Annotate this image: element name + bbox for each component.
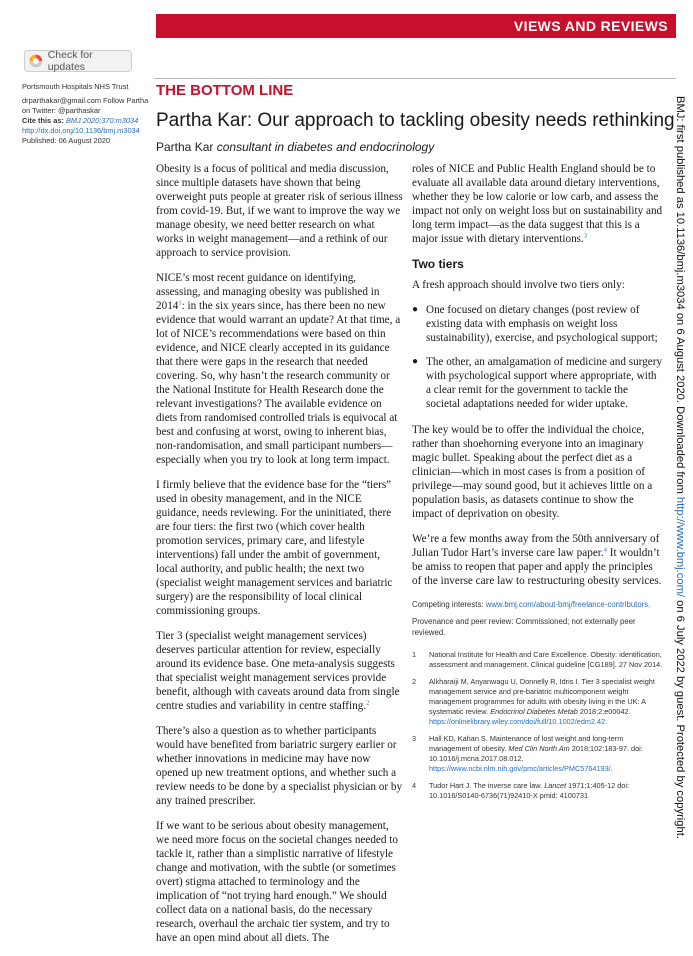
section-label: THE BOTTOM LINE <box>156 82 294 99</box>
check-for-updates-label: Check for updates <box>47 49 93 73</box>
affiliation: Portsmouth Hospitals NHS Trust <box>22 82 129 91</box>
download-watermark-text: BMJ: first published as 10.1136/bmj.m3034 on 6 August 2020. Downloaded from http://www.bmj.com/ on 6 July 2022 by guest. Protected by copyright. <box>674 96 686 839</box>
competing-interests: Competing interests: www.bmj.com/about-bmj/freelance-contributors. <box>412 600 651 609</box>
published-date: Published: 06 August 2020 <box>22 136 110 145</box>
paragraph: I firmly believe that the evidence base for the “tiers” used in obesity management, and in the NICE guidance, needs reviewing. For the uninitiated, there are four tiers: the first two (which cover health promotion services, primary care, and lifestyle interventions) fall under the ambit of government, local authority, and public health; the next two (specialist weight management services and bariatric surgery) are the responsibility of local clinical commissioning groups. <box>156 479 393 617</box>
cite-label: Cite this as: <box>22 116 64 125</box>
reference-item: 4 Tudor Hart J. The inverse care law. Lancet 1971;1:405-12 doi: 10.1016/S0140-6736(71)92410-X pmid: 4100731 <box>412 781 629 800</box>
paragraph: Obesity is a focus of political and media discussion, since multiple datasets have shown that being overweight puts people at greater risk of serious illness from covid-19. But, if we want to improve the way we manage obesity, we need better research on what works in weight management—and a rethink of our approach to service provision. <box>156 163 403 259</box>
paragraph: There’s also a question as to whether participants would have benefited from bariatric surgery earlier or whether innovations in medicine may have now opened up new treatment options, and whether such a review needs to be done by a specialist physician or by any trained prescriber. <box>156 725 403 807</box>
author-line <box>156 140 434 154</box>
provenance-note: Provenance and peer review: Commissioned; not externally peer reviewed. <box>412 617 636 637</box>
author-role: consultant in diabetes and endocrinology <box>216 140 435 154</box>
reference-link[interactable]: 4 <box>603 546 607 554</box>
crossmark-icon <box>29 54 43 68</box>
bmj-site-link[interactable]: http://www.bmj.com/ <box>674 496 686 598</box>
paragraph: We’re a few months away from the 50th anniversary of Julian Tudor Hart’s inverse care law paper.$^4$ It wouldn’t be amiss to reopen that paper and apply the principles of the inverse care law to restructuring obesity services. <box>412 533 662 587</box>
article-meta <box>22 82 152 146</box>
reference-item: 1 National Institute for Health and Care Excellence. Obesity: identification, assessment and management. Clinical guideline [CG189]. 27 Nov 2014. <box>412 650 663 669</box>
reference-item: 2 Alkharaiji M, Anyanwagu U, Donnelly R, Idris I. Tier 3 specialist weight management service and pre-bariatric multicomponent weight management programmes for adults with obesity living in the UK: A systematic review. Endocrinol Diabetes Metab 2018;2:e00042. https://onlinelibrary.wiley.com/doi/full/10.1002/edm2.42. <box>412 677 655 726</box>
reference-item: 3 Hall KD, Kahan S. Maintenance of lost weight and long-term management of obesity. Med Clin North Am 2018;102:183-97. doi: 10.1016/j.mcna.2017.08.012. https://www.ncbi.nlm.nih.gov/pmc/articles/PMC5764193/. <box>412 734 643 773</box>
reference-url[interactable]: https://www.ncbi.nlm.nih.gov/pmc/articles/PMC5764193/. <box>429 764 613 773</box>
list-item: ● One focused on dietary changes (post review of existing data with emphasis on weight loss sustainability), exercise, and psychological support; <box>412 303 664 345</box>
bullet-list <box>412 303 664 411</box>
cite-reference[interactable]: BMJ 2020;370:m3034 <box>65 116 139 125</box>
paragraph: roles of NICE and Public Health England should be to evaluate all available data around dietary interventions, whether they be low calorie or low carb, and assess the impact not only on weight loss but on sustainability and long term impact—as the data suggest that this is a major issue with dietary interventions.$^3$ <box>412 163 663 245</box>
paragraph: Tier 3 (specialist weight management services) deserves particular attention for review, especially around its evidence base. One meta-analysis suggests that specialist weight management services provide benefit, although with caveats around data from single centre studies and variability in centre staffing.$^2$ <box>156 630 400 712</box>
header-divider <box>154 78 676 79</box>
body-column-left <box>156 162 403 956</box>
paragraph: If we want to be serious about obesity management, we need more focus on the societal changes needed to tackle it, rather than a simplistic narrative of lifestyle change and motivation, with the subtle (or sometimes overt) stigma attached to terminology and the implication of “not trying hard enough.” We should collect data on a national basis, do the necessary research, overhaul the archaic tier system, and try to have an open mind about all diets. The <box>156 820 398 944</box>
author-name: Partha Kar <box>156 140 214 154</box>
body-column-right <box>412 162 664 808</box>
reference-link[interactable]: 3 <box>583 232 588 240</box>
author-contact: drparthakar@gmail.com Follow Partha on Twitter: @parthaskar <box>22 96 149 115</box>
reference-link[interactable]: 2 <box>366 699 370 707</box>
check-for-updates-button[interactable] <box>24 50 132 72</box>
paragraph: The key would be to offer the individual the choice, rather than shoehorning everyone into an imaginary magic bullet. Speaking about the perfect diet as a clinician—which in most cases is from a position of privilege—may sound good, but it achieves little on a population basis, as datasets continue to show the impact of deprivation on obesity. <box>412 424 653 520</box>
reference-list <box>412 650 664 801</box>
reference-url[interactable]: https://onlinelibrary.wiley.com/doi/full/10.1002/edm2.42. <box>429 717 608 726</box>
doi-link[interactable]: http://dx.doi.org/10.1136/bmj.m3034 <box>22 126 140 135</box>
competing-interests-link[interactable]: www.bmj.com/about-bmj/freelance-contributors. <box>485 600 651 609</box>
section-banner: VIEWS AND REVIEWS <box>156 14 676 38</box>
list-item: ● The other, an amalgamation of medicine and surgery with psychological support where appropriate, with a clear remit for the government to tackle the societal adaptations needed for wider uptake. <box>412 355 664 411</box>
paragraph: NICE’s most recent guidance on identifying, assessing, and managing obesity was published in 2014$^1$: in the six years since, has there been no new evidence that would warrant an update? At that time, a lot of NICE’s recommendations were based on thin evidence, and NICE clearly accepted in its guidance that there were gaps in the research that needed covering. So, why hasn’t the research community or the National Institute for Health Research done the relevant investigations? The available evidence on diets from randomised controlled trials is equivocal at best and confusing at worst, owing to inherent bias, non-randomisation, and small participant numbers—especially when you try to look at long term impact. <box>156 272 401 466</box>
paragraph: A fresh approach should involve two tiers only: <box>412 279 625 291</box>
subheading: Two tiers <box>412 257 464 271</box>
reference-link[interactable]: 1 <box>178 299 182 307</box>
article-title: Partha Kar: Our approach to tackling obesity needs rethinking <box>156 110 675 131</box>
download-watermark <box>672 96 688 886</box>
